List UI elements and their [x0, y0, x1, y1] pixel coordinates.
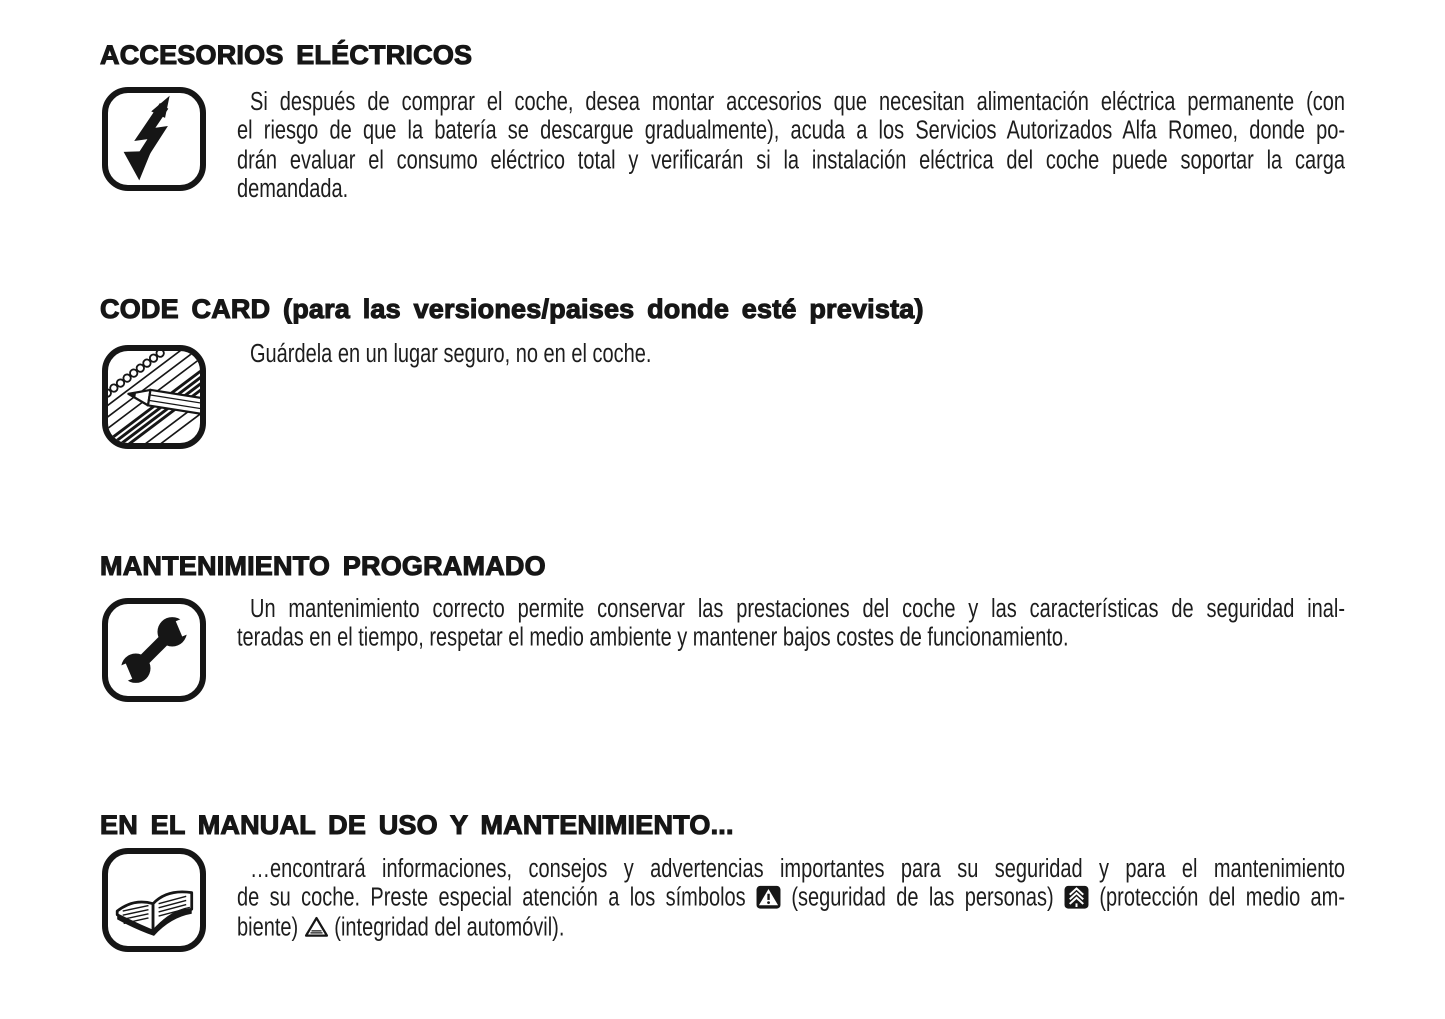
lightning-bolt-icon	[102, 87, 206, 191]
section-paragraph	[237, 855, 1345, 942]
warning-triangle-filled-icon	[756, 885, 781, 910]
paragraph-line: Si después de comprar el coche, desea montar accesorios que necesitan alimentación eléctrica permanente (con	[250, 88, 1345, 117]
section-heading-code-card: CODE CARD (para las versiones/paises donde esté prevista)	[100, 294, 924, 324]
section-paragraph	[237, 595, 1345, 653]
paragraph-text: (protección del medio am-	[1099, 883, 1345, 913]
section-heading-accesorios-electricos: ACCESORIOS ELÉCTRICOS	[100, 40, 473, 70]
paragraph-line: demandada.	[237, 174, 349, 204]
paragraph-text: (integridad del automóvil).	[334, 912, 565, 942]
open-book-icon	[102, 848, 206, 952]
paragraph-line: …encontrará informaciones, consejos y advertencias importantes para su seguridad y para el mantenimiento	[250, 855, 1345, 884]
section-heading-mantenimiento-programado: MANTENIMIENTO PROGRAMADO	[100, 551, 546, 581]
fir-tree-filled-icon	[1064, 885, 1089, 910]
paragraph-line: teradas en el tiempo, respetar el medio ambiente y mantener bajos costes de funcionamiento.	[237, 623, 1069, 653]
paragraph-line: Guárdela en un lugar seguro, no en el coche.	[250, 340, 652, 369]
paragraph-line	[237, 913, 1345, 942]
paragraph-line: Un mantenimiento correcto permite conservar las prestaciones del coche y las características de seguridad inal-	[250, 595, 1345, 624]
spiral-notebook-pencil-icon	[102, 345, 206, 449]
paragraph-text: biente)	[237, 912, 299, 942]
warning-triangle-outline-icon	[304, 914, 329, 939]
section-heading-en-el-manual: EN EL MANUAL DE USO Y MANTENIMIENTO...	[100, 810, 734, 840]
paragraph-text: (seguridad de las personas)	[791, 883, 1054, 913]
paragraph-line	[237, 884, 1345, 913]
section-paragraph	[237, 88, 1345, 204]
section-paragraph	[237, 340, 1345, 369]
paragraph-line: drán evaluar el consumo eléctrico total y verificarán si la instalación eléctrica del coche puede soportar la carga	[237, 145, 1345, 175]
paragraph-line: el riesgo de que la batería se descargue gradualmente), acuda a los Servicios Autorizados Alfa Romeo, donde po-	[237, 116, 1345, 146]
wrench-icon	[102, 598, 206, 702]
paragraph-text: de su coche. Preste especial atención a los símbolos	[237, 883, 746, 913]
